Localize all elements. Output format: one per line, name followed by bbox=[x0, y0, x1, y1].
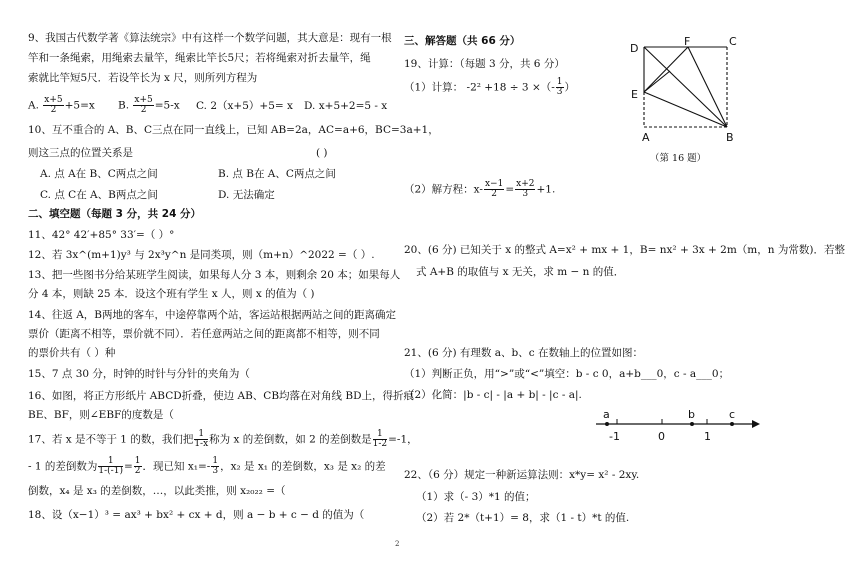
q17-f4-num: 1 bbox=[134, 456, 141, 466]
q17-f4-den: 2 bbox=[134, 466, 141, 476]
q13-line2: 分 4 本，则缺 25 本．设这个班有学生 x 人，则 x 的值为（ ) bbox=[28, 288, 315, 300]
point-c-label: c bbox=[729, 408, 736, 421]
q17-line3: 倒数，x₄ 是 x₃ 的差倒数，…，以此类推，则 x₂₀₂₂ =（ bbox=[28, 485, 286, 497]
q17-fraction-4 bbox=[134, 457, 142, 476]
q17-l2-text-c: ．现已知 x₁=- bbox=[142, 460, 211, 473]
tick-label-minus-1: -1 bbox=[609, 430, 620, 443]
q17-f3-num: 1 bbox=[98, 457, 123, 467]
q19-line1: 19、计算：（每题 3 分，共 6 分） bbox=[404, 58, 565, 70]
figure-16-square-fold bbox=[622, 36, 742, 148]
q9-option-a-fraction bbox=[43, 96, 63, 115]
q9-line1: 9、我国古代数学著《算法统宗》中有这样一个数学问题，其大意是：现有一根 bbox=[28, 32, 392, 44]
q19-p2-den2: 3 bbox=[522, 189, 529, 199]
point-b-label: b bbox=[688, 408, 695, 421]
q19-part1-text: （1）计算： -2² +18 ÷ 3 ×（- bbox=[404, 81, 555, 94]
q19-p1-num: 1 bbox=[556, 77, 563, 87]
label-e: E bbox=[631, 88, 638, 101]
q17-line2 bbox=[28, 457, 386, 476]
q9-option-a-tail: +5=x bbox=[64, 99, 95, 112]
q9-option-d: D. x+5+2=5 - x bbox=[304, 100, 388, 112]
q19-p2-num2: x+2 bbox=[516, 179, 535, 189]
point-b bbox=[690, 422, 694, 426]
q17-f2-den: 1-2 bbox=[372, 439, 388, 449]
q17-text-a: 17、若 x 是不等于 1 的数，我们把 bbox=[28, 433, 194, 446]
q17-text-c: =-1， bbox=[388, 433, 418, 446]
q17-f3-den: 1-(-1) bbox=[98, 466, 123, 476]
point-a-label: a bbox=[603, 408, 610, 421]
q19-part2-text: （2）解方程：x- bbox=[404, 183, 483, 196]
crease-bf bbox=[688, 47, 727, 127]
point-c bbox=[730, 422, 734, 426]
q14-line1: 14、往返 A，B两地的客车，中途停靠两个站，客运站根据两站之间的距离确定 bbox=[28, 309, 396, 321]
page-number: 2 bbox=[395, 540, 400, 548]
q9-b-num: x+5 bbox=[134, 95, 153, 105]
q19-part2-fraction-1 bbox=[484, 180, 504, 199]
q10-option-b: B. 点 B在 A、C两点之间 bbox=[218, 168, 336, 180]
q9-a-den: 2 bbox=[50, 105, 57, 115]
q17-l2-text-d: ，x₂ 是 x₁ 的差倒数，x₃ 是 x₂ 的差 bbox=[220, 460, 386, 473]
q20-line2: 式 A+B 的取值与 x 无关，求 m − n 的值． bbox=[416, 266, 625, 278]
q19-part2-eq: = bbox=[505, 183, 515, 196]
q17-f5-den: 3 bbox=[212, 466, 219, 476]
q17-text-b: 称为 x 的差倒数，如 2 的差倒数是 bbox=[209, 433, 372, 446]
q22-part1: （1）求（- 3）*1 的值； bbox=[416, 491, 536, 503]
tick-label-1: 1 bbox=[704, 430, 711, 443]
q15: 15、7 点 30 分，时钟的时针与分针的夹角为（ bbox=[28, 368, 250, 380]
q12: 12、若 3x^(m+1)y³ 与 2x³y^n 是同类项，则（m+n）^2022 =（ ）. bbox=[28, 249, 375, 261]
q19-p2-num1: x−1 bbox=[484, 179, 504, 189]
q17-f1-den: 1-x bbox=[194, 439, 209, 449]
q19-part1 bbox=[404, 78, 575, 97]
q14-line3: 的票价共有（ ）种 bbox=[28, 347, 116, 359]
q10-option-a: A. 点 A在 B、C两点之间 bbox=[40, 168, 158, 180]
q9-option-a bbox=[28, 96, 95, 115]
q10-line1: 10、互不重合的 A、B、C三点在同一直线上，已知 AB=2a，AC=a+6，BC=3a+1， bbox=[28, 124, 439, 136]
q21-part1: （1）判断正负，用“>”或“<”填空：b - c 0，a+b___0，c - a___0； bbox=[404, 368, 730, 380]
section-2-heading: 二、填空题（每题 3 分，共 24 分） bbox=[28, 208, 202, 220]
q10-answer-bracket: ( ) bbox=[316, 147, 328, 159]
q19-part1-fraction bbox=[556, 78, 564, 97]
fold-ae-image bbox=[644, 71, 670, 92]
q19-p2-den1: 2 bbox=[491, 189, 497, 199]
label-a: A bbox=[642, 131, 650, 144]
q19-part2-fraction-2 bbox=[515, 180, 535, 199]
q10-line2: 则这三点的位置关系是 bbox=[28, 147, 133, 159]
q17-fraction-2 bbox=[373, 430, 388, 449]
q17-fraction-3 bbox=[98, 457, 123, 476]
diagonal-db bbox=[644, 47, 727, 127]
label-b: B bbox=[726, 131, 734, 144]
q9-option-b-label: B. bbox=[118, 99, 130, 112]
q17-l2-text-a: - 1 的差倒数为 bbox=[28, 460, 98, 473]
q9-option-b bbox=[118, 96, 180, 115]
number-line bbox=[592, 408, 762, 448]
section-3-heading: 三、解答题（共 66 分） bbox=[404, 35, 521, 47]
q9-b-den: 2 bbox=[140, 105, 147, 115]
q9-option-b-fraction bbox=[133, 96, 153, 115]
label-d: D bbox=[630, 42, 639, 55]
q19-part1-tail: ） bbox=[564, 81, 576, 94]
q20-line1: 20、(6 分) 已知关于 x 的整式 A=x² + mx + 1，B= nx² + 3x + 2m（m，n 为常数)．若整 bbox=[404, 244, 845, 256]
q9-option-b-tail: =5-x bbox=[154, 99, 180, 112]
q18: 18、设（x−1）³ = ax³ + bx² + cx + d，则 a − b + c − d 的值为（ bbox=[28, 509, 365, 521]
q19-part2-tail: +1. bbox=[536, 183, 556, 196]
label-c: C bbox=[729, 35, 737, 48]
q9-a-num: x+5 bbox=[44, 95, 63, 105]
point-a bbox=[605, 422, 609, 426]
q17-f5-num: 1 bbox=[212, 456, 219, 466]
q9-line3: 索就比竿短5尺．若设竿长为 x 尺，则所列方程为 bbox=[28, 72, 258, 84]
q21-part2: （2）化简：|b - c| - |a + b| - |c - a|. bbox=[404, 389, 582, 401]
q9-option-a-label: A. bbox=[28, 99, 39, 112]
q19-part2 bbox=[404, 180, 555, 199]
q16-line2: BE、BF，则∠EBF的度数是（ bbox=[28, 409, 174, 421]
q10-option-c: C. 点 C在 A、B两点之间 bbox=[40, 189, 158, 201]
q17-f1-num: 1 bbox=[194, 430, 208, 440]
q17-fraction-1 bbox=[194, 430, 208, 449]
q21-line1: 21、(6 分) 有理数 a、b、c 在数轴上的位置如图： bbox=[404, 347, 643, 359]
q22-line1: 22、（6 分）规定一种新运算法则：x*y= x² - 2xy. bbox=[404, 469, 640, 481]
q17-f2-num: 1 bbox=[373, 430, 388, 440]
tick-label-0: 0 bbox=[658, 430, 665, 443]
q22-part2: （2）若 2*（t+1）= 8，求（1 - t）*t 的值. bbox=[416, 512, 630, 524]
q17-l2-text-b: = bbox=[123, 460, 133, 473]
q14-line2: 票价（距离不相等，票价就不同）．若任意两站之间的距离都不相等，则不同 bbox=[28, 328, 380, 340]
q17-fraction-5 bbox=[211, 457, 219, 476]
figure-16-caption: （第 16 题） bbox=[650, 153, 707, 164]
q10-option-d: D. 无法确定 bbox=[218, 189, 275, 201]
q11: 11、42° 42′+85° 33′=（ ）° bbox=[28, 229, 175, 241]
q9-line2: 竿和一条绳索，用绳索去量竿，绳索比竿长5尺；若将绳索对折去量竿，绳 bbox=[28, 52, 371, 64]
q9-option-c: C. 2（x+5）+5= x bbox=[196, 100, 293, 112]
label-f: F bbox=[684, 35, 691, 48]
q17-line1 bbox=[28, 430, 418, 449]
q19-p1-den: 3 bbox=[556, 87, 563, 97]
q16-line1: 16、如图，将正方形纸片 ABCD折叠，使边 AB、CB均落在对角线 BD上，得折痕 bbox=[28, 390, 415, 402]
crease-be bbox=[644, 92, 727, 127]
arrow-icon bbox=[752, 420, 760, 428]
q13-line1: 13、把一些图书分给某班学生阅读，如果每人分 3 本，则剩余 20 本；如果每人 bbox=[28, 269, 401, 281]
